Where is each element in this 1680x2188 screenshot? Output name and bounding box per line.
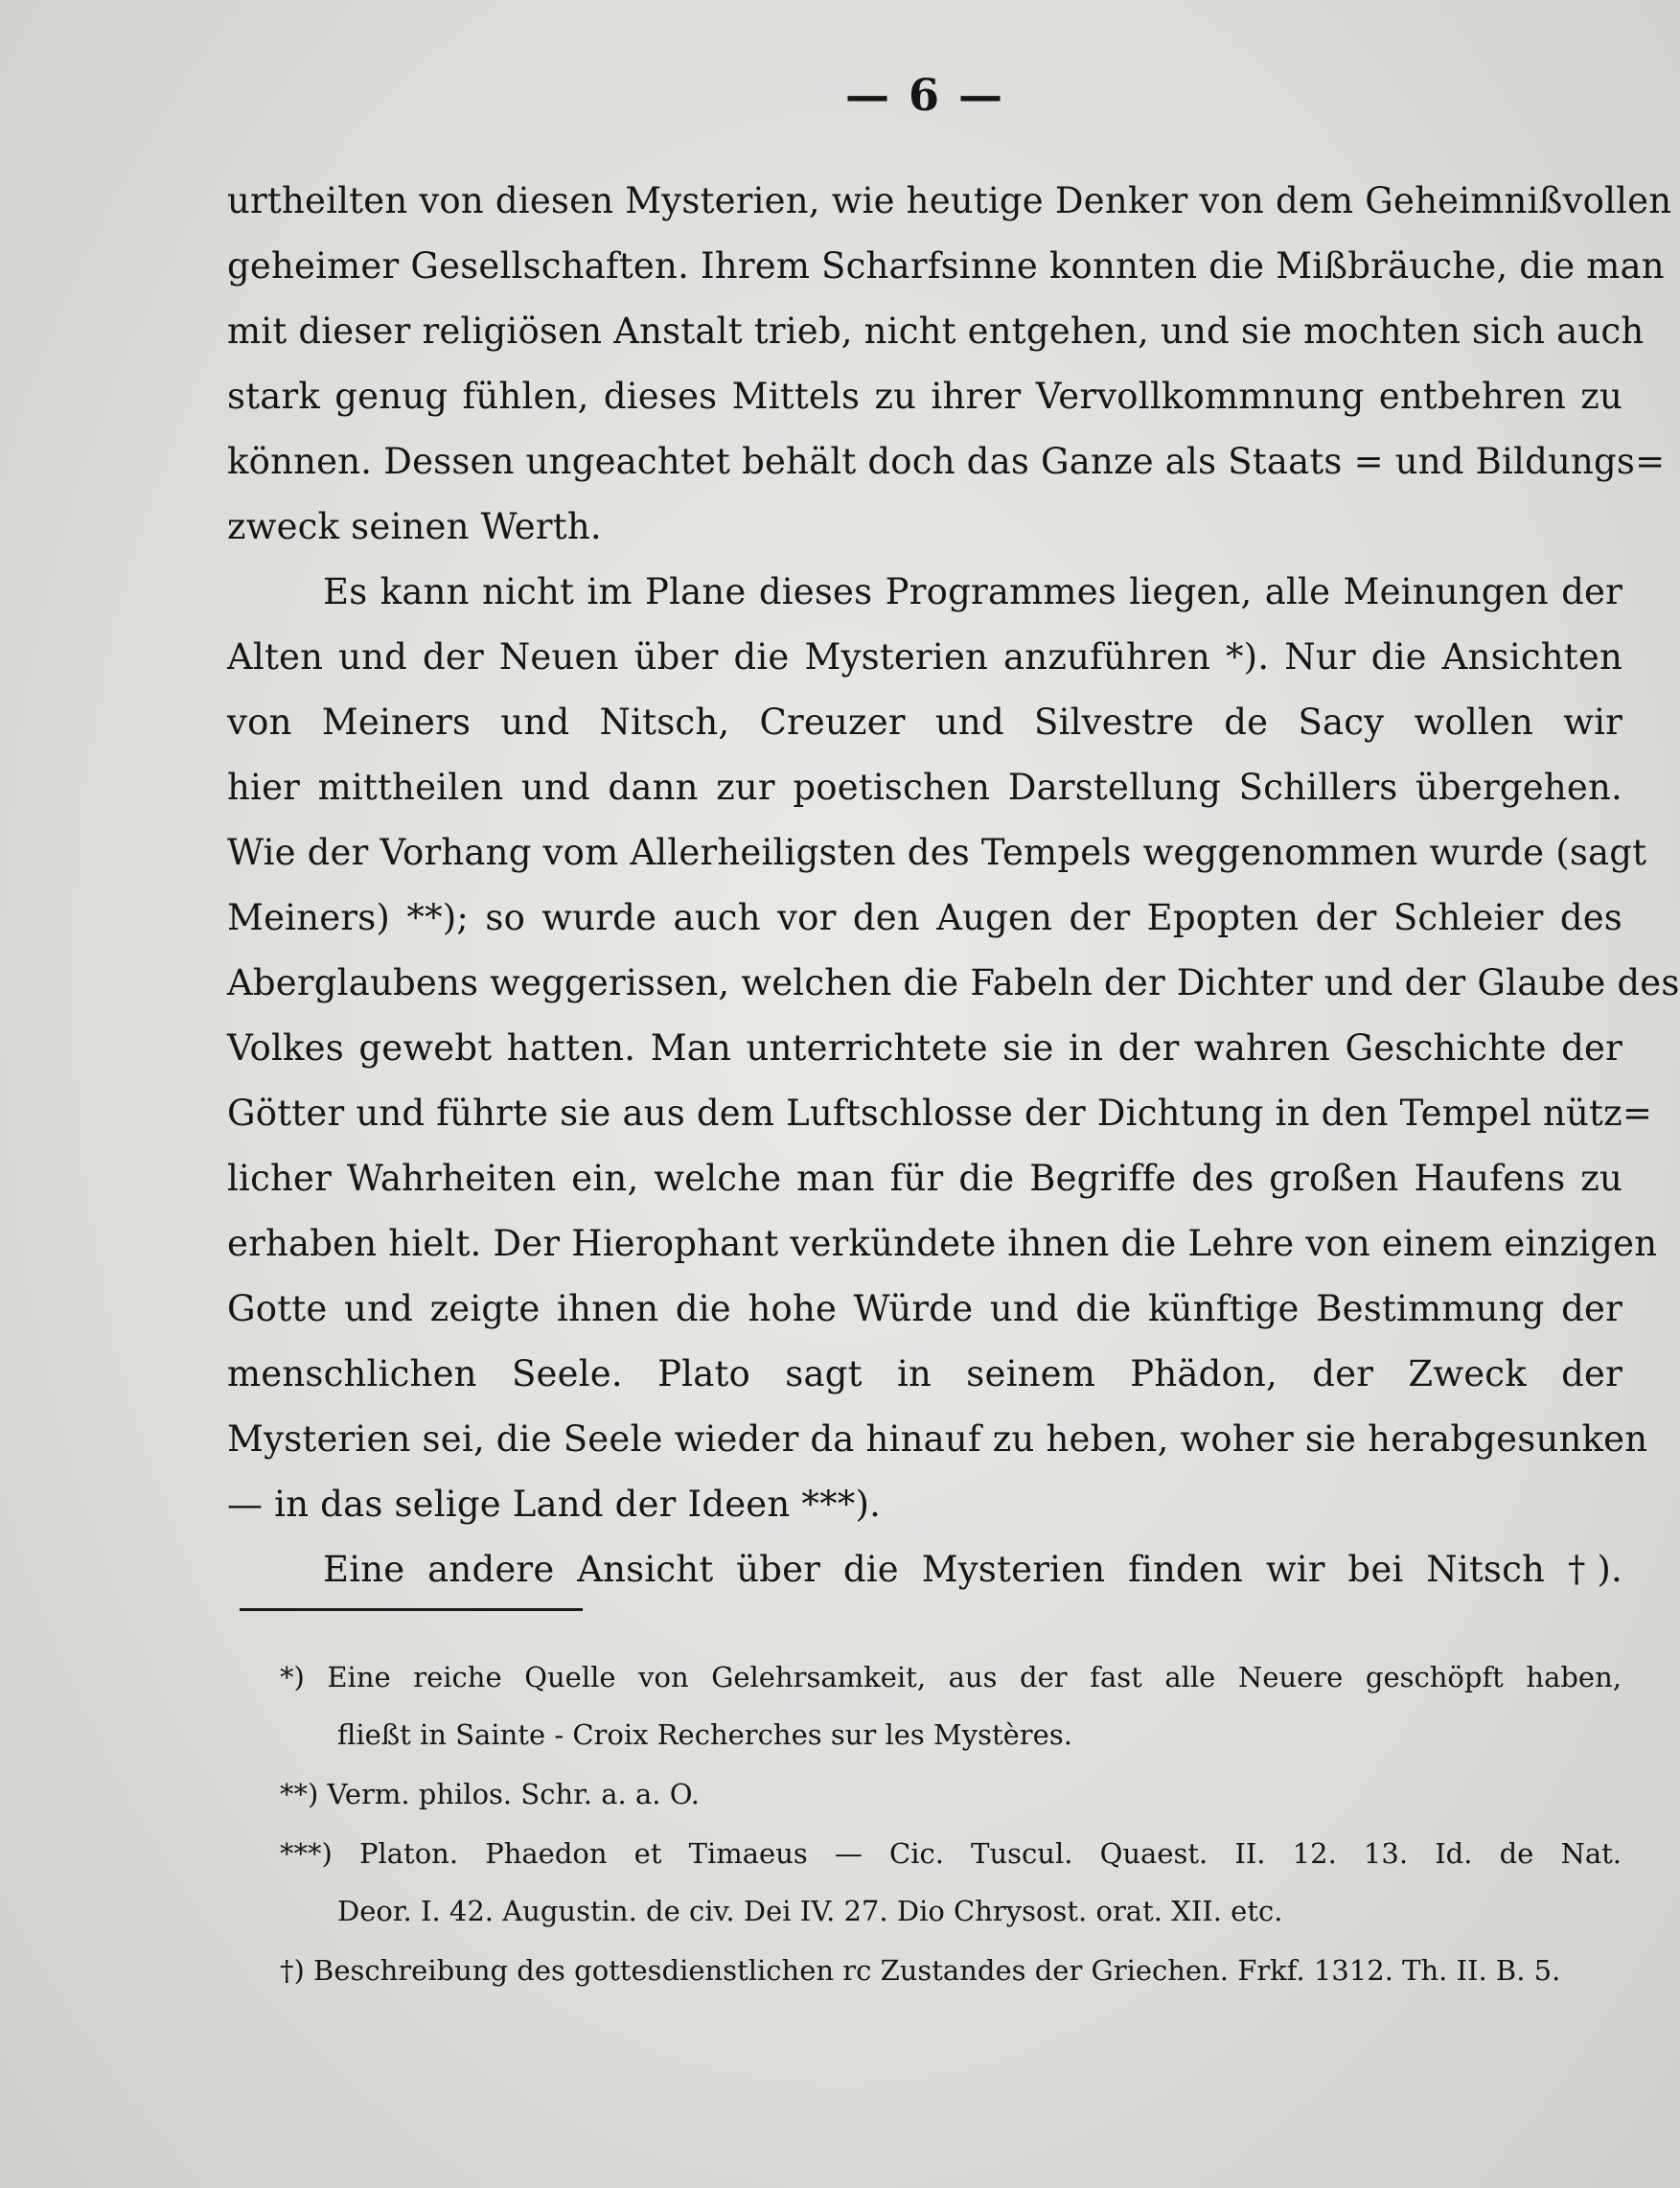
body-line: erhaben hielt. Der Hierophant verkündete ihnen die Lehre von einem einzigen [227, 1223, 1658, 1264]
body-line: mit dieser religiösen Anstalt trieb, nicht entgehen, und sie mochten sich auch [227, 311, 1645, 352]
footnotes-block [280, 1648, 1622, 1999]
body-line: Götter und führte sie aus dem Luftschlosse der Dichtung in den Tempel nütz= [227, 1093, 1653, 1134]
footnote-line: Deor. I. 42. Augustin. de civ. Dei IV. 27. Dio Chrysost. orat. XII. etc. [337, 1895, 1283, 1927]
body-line: Es kann nicht im Plane dieses Programmes liegen, alle Meinungen der [323, 571, 1622, 612]
footnote-line: *) Eine reiche Quelle von Gelehrsamkeit, aus der fast alle Neuere geschöpft haben, [280, 1661, 1622, 1693]
footnote-line: fließt in Sainte - Croix Recherches sur les Mystères. [337, 1718, 1072, 1751]
body-line: Volkes gewebt hatten. Man unterrichtete sie in der wahren Geschichte der [227, 1027, 1622, 1069]
footnote-line: †) Beschreibung des gottesdienstlichen rc Zustandes der Griechen. Frkf. 1312. Th. II. B. 5. [280, 1954, 1561, 1987]
body-line: können. Dessen ungeachtet behält doch das Ganze als Staats = und Bildungs= [227, 441, 1666, 482]
body-line: urtheilten von diesen Mysterien, wie heutige Denker von dem Geheimnißvollen [227, 180, 1672, 221]
page-number: — 6 — [844, 69, 1005, 121]
footnote-line: ***) Platon. Phaedon et Timaeus — Cic. Tuscul. Quaest. II. 12. 13. Id. de Nat. [280, 1837, 1622, 1870]
body-line: — in das selige Land der Ideen ***). [227, 1484, 882, 1525]
body-line: Mysterien sei, die Seele wieder da hinauf zu heben, woher sie herabgesunken [227, 1418, 1648, 1460]
body-line: Eine andere Ansicht über die Mysterien finden wir bei Nitsch †). [323, 1549, 1622, 1590]
body-line: Gotte und zeigte ihnen die hohe Würde und die künftige Bestimmung der [227, 1288, 1622, 1329]
footnote-line: **) Verm. philos. Schr. a. a. O. [280, 1778, 700, 1810]
body-line: Aberglaubens weggerissen, welchen die Fabeln der Dichter und der Glaube des [227, 962, 1680, 1003]
body-line: geheimer Gesellschaften. Ihrem Scharfsinne konnten die Mißbräuche, die man [227, 245, 1665, 287]
body-line: Wie der Vorhang vom Allerheiligsten des Tempels weggenommen wurde (sagt [227, 832, 1647, 873]
footnote-separator [240, 1608, 583, 1611]
body-line: licher Wahrheiten ein, welche man für die Begriffe des großen Haufens zu [227, 1158, 1622, 1199]
body-line: Meiners) **); so wurde auch vor den Augen der Epopten der Schleier des [227, 897, 1622, 938]
body-line: stark genug fühlen, dieses Mittels zu ihrer Vervollkommnung entbehren zu [227, 376, 1622, 417]
body-line: zweck seinen Werth. [227, 506, 602, 547]
body-line: von Meiners und Nitsch, Creuzer und Silvestre de Sacy wollen wir [227, 702, 1622, 743]
body-line: menschlichen Seele. Plato sagt in seinem Phädon, der Zweck der [227, 1353, 1622, 1394]
body-line: hier mittheilen und dann zur poetischen Darstellung Schillers übergehen. [227, 767, 1622, 808]
body-line: Alten und der Neuen über die Mysterien anzuführen *). Nur die Ansichten [227, 636, 1622, 678]
main-text-block [227, 169, 1680, 1602]
